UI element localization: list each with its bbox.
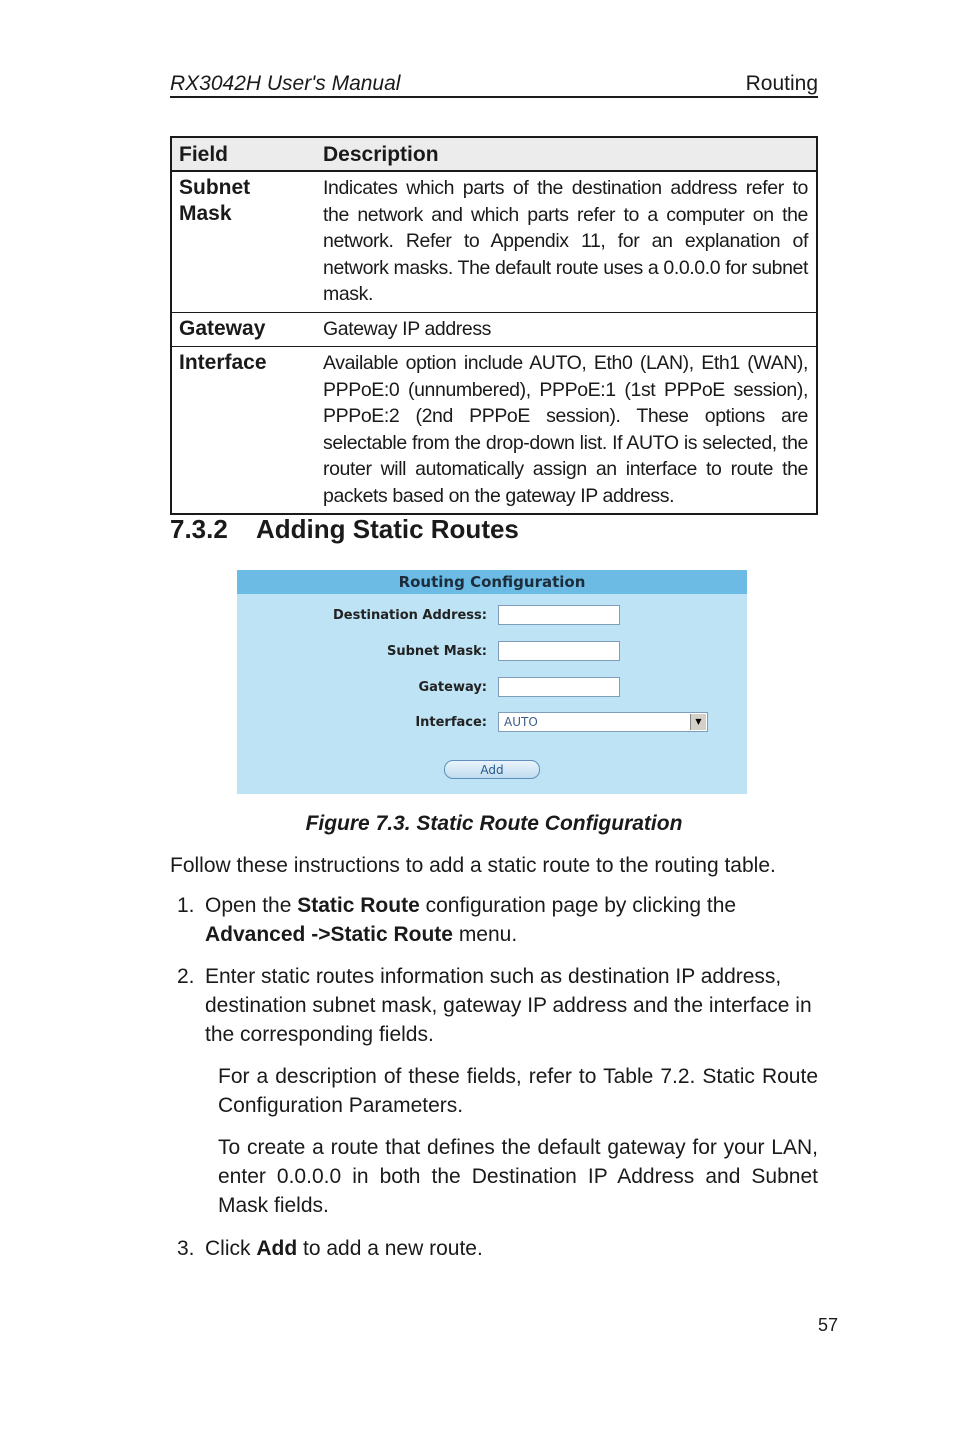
page-header	[170, 70, 818, 98]
column-header-description: Description	[316, 137, 817, 171]
description-cell: Indicates which parts of the destination address refer to the network and which parts refer to a computer on the network. Refer to Appendix 11, for an explanation of network masks. The default route uses a 0.0.0.0 for subnet mask.	[316, 171, 817, 312]
routing-configuration-panel	[237, 570, 747, 794]
text: to add a new route.	[297, 1237, 483, 1260]
table-row	[171, 171, 817, 312]
table-row	[171, 312, 817, 347]
bold-text: Static Route	[297, 894, 420, 917]
destination-address-input[interactable]	[498, 605, 620, 625]
section-title: Adding Static Routes	[256, 514, 519, 544]
step-text	[205, 891, 825, 949]
table-header-row	[171, 137, 817, 171]
field-cell	[171, 171, 316, 312]
field-cell	[171, 312, 316, 347]
subnet-row	[237, 641, 747, 665]
field-name: Subnet	[179, 176, 251, 199]
figure-caption: Figure 7.3. Static Route Configuration	[305, 812, 683, 835]
add-button[interactable]: Add	[444, 760, 540, 779]
step-number: 3.	[177, 1237, 195, 1260]
text: menu.	[452, 923, 518, 946]
section-number: 7.3.2	[170, 514, 228, 544]
interface-selected-value: AUTO	[504, 715, 538, 729]
subnet-mask-input[interactable]	[498, 641, 620, 661]
chevron-down-icon[interactable]: ▼	[690, 714, 706, 730]
step-number: 1.	[177, 894, 195, 917]
gateway-row	[237, 677, 747, 701]
interface-select[interactable]	[498, 712, 708, 732]
step-text	[205, 1234, 825, 1263]
destination-label: Destination Address:	[332, 608, 487, 623]
table-row	[171, 347, 817, 515]
field-cell	[171, 347, 316, 515]
note-paragraph: For a description of these fields, refer to Table 7.2. Static Route Configuration Parameters.	[218, 1065, 818, 1117]
gateway-label: Gateway:	[418, 680, 487, 695]
section-name: Routing	[745, 72, 818, 95]
description-cell: Available option include AUTO, Eth0 (LAN), Eth1 (WAN), PPPoE:0 (unnumbered), PPPoE:1 (1st PPPoE session), PPPoE:2 (2nd PPPoE session). These options are selectable from the drop-down list. If AUTO is selected, the router will automatically assign an interface to route the packets based on the gateway IP address.	[323, 352, 808, 507]
manual-title: RX3042H User's Manual	[170, 72, 401, 95]
interface-row	[237, 712, 747, 736]
subnet-mask-label: Subnet Mask:	[386, 644, 487, 659]
destination-row	[237, 605, 747, 629]
field-name: Interface	[179, 351, 267, 374]
text: configuration page by clicking the	[419, 894, 737, 917]
parameters-table	[170, 136, 818, 515]
text: Click	[205, 1237, 257, 1260]
intro-paragraph: Follow these instructions to add a static route to the routing table.	[170, 854, 776, 877]
column-header-field: Field	[171, 137, 316, 171]
bold-text: Add	[256, 1237, 298, 1260]
step-number: 2.	[177, 965, 195, 988]
interface-label: Interface:	[415, 715, 487, 730]
bold-text: Advanced ->Static Route	[205, 923, 453, 946]
field-name: Gateway	[179, 316, 266, 340]
note-paragraph: To create a route that defines the default gateway for your LAN, enter 0.0.0.0 in both the Destination IP Address and Subnet Mask fields.	[218, 1136, 818, 1217]
page-number: 57	[818, 1315, 839, 1335]
description-cell: Gateway IP address	[316, 312, 817, 347]
panel-title: Routing Configuration	[237, 570, 747, 594]
text: Open the	[205, 894, 298, 917]
step-text: Enter static routes information such as destination IP address, destination subnet mask, gateway IP address and the interface in the corresponding fields.	[205, 965, 812, 1046]
section-heading	[170, 514, 519, 545]
field-name: Mask	[179, 202, 232, 225]
gateway-input[interactable]	[498, 677, 620, 697]
